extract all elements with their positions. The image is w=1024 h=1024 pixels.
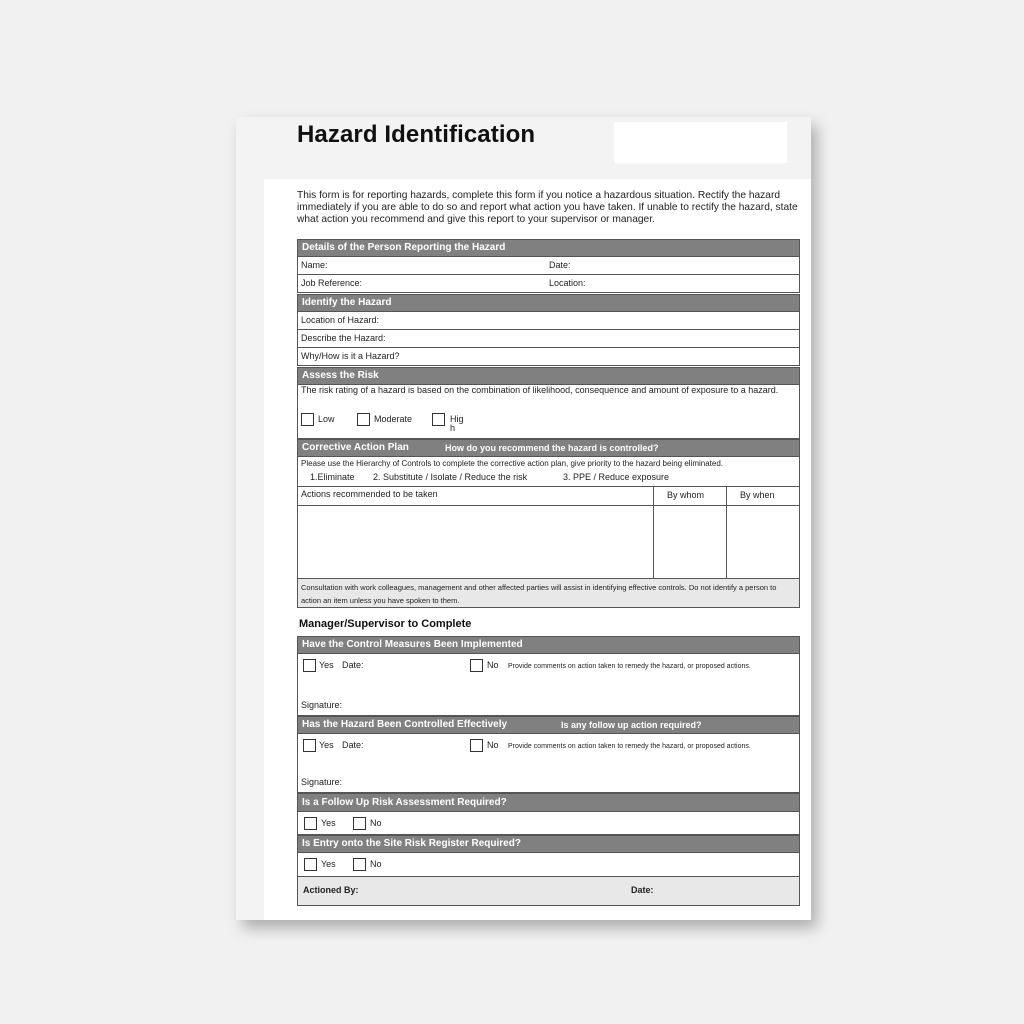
followup-no-label: No bbox=[370, 818, 382, 828]
intro-text: This form is for reporting hazards, complete this form if you notice a hazardous situation. Rectify the hazard immediately if you are able to do so and report what action you have taken. If unable to rectify the hazard, state what action you recommend and give this report to your supervisor or manager. bbox=[297, 190, 798, 226]
entry-divider-1 bbox=[653, 506, 654, 578]
register-no-checkbox[interactable] bbox=[353, 858, 366, 871]
controlled-no-label: No bbox=[487, 740, 499, 750]
risk-high-label-wrap: h bbox=[450, 423, 456, 433]
hierarchy-step-2: 2. Substitute / Isolate / Reduce the risk bbox=[373, 472, 528, 482]
assess-text: The risk rating of a hazard is based on the combination of likelihood, consequence and amount of exposure to a hazard. bbox=[301, 385, 779, 395]
register-row bbox=[297, 853, 800, 877]
risk-high-checkbox[interactable] bbox=[432, 413, 445, 426]
controlled-yes-checkbox[interactable] bbox=[303, 739, 316, 752]
corrective-header bbox=[297, 439, 800, 457]
corrective-title: Corrective Action Plan bbox=[302, 442, 409, 453]
hierarchy-row bbox=[297, 457, 800, 487]
assess-header: Assess the Risk bbox=[297, 367, 800, 385]
location-label: Location: bbox=[549, 278, 586, 288]
hierarchy-step-3: 3. PPE / Reduce exposure bbox=[563, 472, 670, 482]
register-no-label: No bbox=[370, 859, 382, 869]
implemented-no-label: No bbox=[487, 660, 499, 670]
implemented-header: Have the Control Measures Been Implemented bbox=[297, 636, 800, 654]
consultation-row bbox=[297, 579, 800, 608]
hazard-location-row[interactable] bbox=[297, 312, 800, 330]
job-reference-label: Job Reference: bbox=[301, 278, 363, 288]
controlled-title: Has the Hazard Been Controlled Effectively bbox=[302, 719, 508, 730]
actioned-by-label: Actioned By: bbox=[303, 885, 359, 895]
consultation-text: Consultation with work colleagues, management and other affected parties will assist in identifying effective controls. Do not identify a person to action an item unless you have spoken to them. bbox=[301, 583, 777, 605]
controlled-yes-label: Yes bbox=[319, 740, 334, 750]
risk-moderate-label: Moderate bbox=[374, 414, 413, 424]
controlled-date-label: Date: bbox=[342, 740, 364, 750]
controlled-comments: Provide comments on action taken to remedy the hazard, or proposed actions. bbox=[508, 743, 751, 750]
hierarchy-text: Please use the Hierarchy of Controls to complete the corrective action plan, give priority to the hazard being eliminated. bbox=[301, 459, 723, 468]
hazard-why-label: Why/How is it a Hazard? bbox=[301, 351, 400, 361]
implemented-row bbox=[297, 654, 800, 716]
date-label: Date: bbox=[549, 260, 571, 270]
implemented-comments: Provide comments on action taken to remedy the hazard, or proposed actions. bbox=[508, 663, 751, 670]
register-yes-checkbox[interactable] bbox=[304, 858, 317, 871]
hierarchy-step-1: 1.Eliminate bbox=[310, 472, 355, 482]
form-page bbox=[236, 117, 811, 920]
followup-header: Is a Follow Up Risk Assessment Required? bbox=[297, 793, 800, 812]
manager-heading: Manager/Supervisor to Complete bbox=[299, 618, 472, 630]
col-actions-label: Actions recommended to be taken bbox=[301, 489, 438, 499]
followup-row bbox=[297, 812, 800, 835]
risk-low-checkbox[interactable] bbox=[301, 413, 314, 426]
implemented-signature-label: Signature: bbox=[301, 700, 343, 710]
controlled-no-checkbox[interactable] bbox=[470, 739, 483, 752]
col-divider-1 bbox=[653, 487, 654, 505]
controlled-signature-label: Signature: bbox=[301, 777, 343, 787]
col-when-label: By when bbox=[740, 490, 775, 500]
followup-yes-checkbox[interactable] bbox=[304, 817, 317, 830]
actioned-by-row[interactable] bbox=[297, 877, 800, 906]
hazard-describe-row[interactable] bbox=[297, 330, 800, 348]
assess-row bbox=[297, 385, 800, 439]
hazard-why-row[interactable] bbox=[297, 348, 800, 366]
register-header: Is Entry onto the Site Risk Register Required? bbox=[297, 835, 800, 853]
identify-header: Identify the Hazard bbox=[297, 294, 800, 312]
risk-high-label: Hig bbox=[450, 414, 464, 424]
page-title: Hazard Identification bbox=[297, 121, 536, 148]
corrective-question: How do you recommend the hazard is controlled? bbox=[445, 443, 659, 453]
action-entry-row[interactable] bbox=[297, 506, 800, 579]
actioned-date-label: Date: bbox=[631, 885, 654, 895]
risk-low-label: Low bbox=[318, 414, 335, 424]
register-yes-label: Yes bbox=[321, 859, 336, 869]
col-whom-label: By whom bbox=[667, 490, 705, 500]
controlled-header bbox=[297, 716, 800, 734]
implemented-yes-checkbox[interactable] bbox=[303, 659, 316, 672]
reporter-job-row[interactable] bbox=[297, 275, 800, 293]
reference-box[interactable] bbox=[614, 122, 787, 163]
reporter-name-row[interactable] bbox=[297, 257, 800, 275]
action-columns-header bbox=[297, 487, 800, 506]
reporter-header: Details of the Person Reporting the Hazard bbox=[297, 239, 800, 257]
implemented-yes-label: Yes bbox=[319, 660, 334, 670]
controlled-question: Is any follow up action required? bbox=[561, 720, 702, 730]
controlled-row bbox=[297, 734, 800, 793]
risk-moderate-checkbox[interactable] bbox=[357, 413, 370, 426]
hazard-describe-label: Describe the Hazard: bbox=[301, 333, 386, 343]
hazard-location-label: Location of Hazard: bbox=[301, 315, 380, 325]
implemented-date-label: Date: bbox=[342, 660, 364, 670]
name-label: Name: bbox=[301, 260, 328, 270]
col-divider-2 bbox=[726, 487, 727, 505]
left-margin-band bbox=[236, 179, 264, 920]
implemented-no-checkbox[interactable] bbox=[470, 659, 483, 672]
followup-no-checkbox[interactable] bbox=[353, 817, 366, 830]
followup-yes-label: Yes bbox=[321, 818, 336, 828]
entry-divider-2 bbox=[726, 506, 727, 578]
